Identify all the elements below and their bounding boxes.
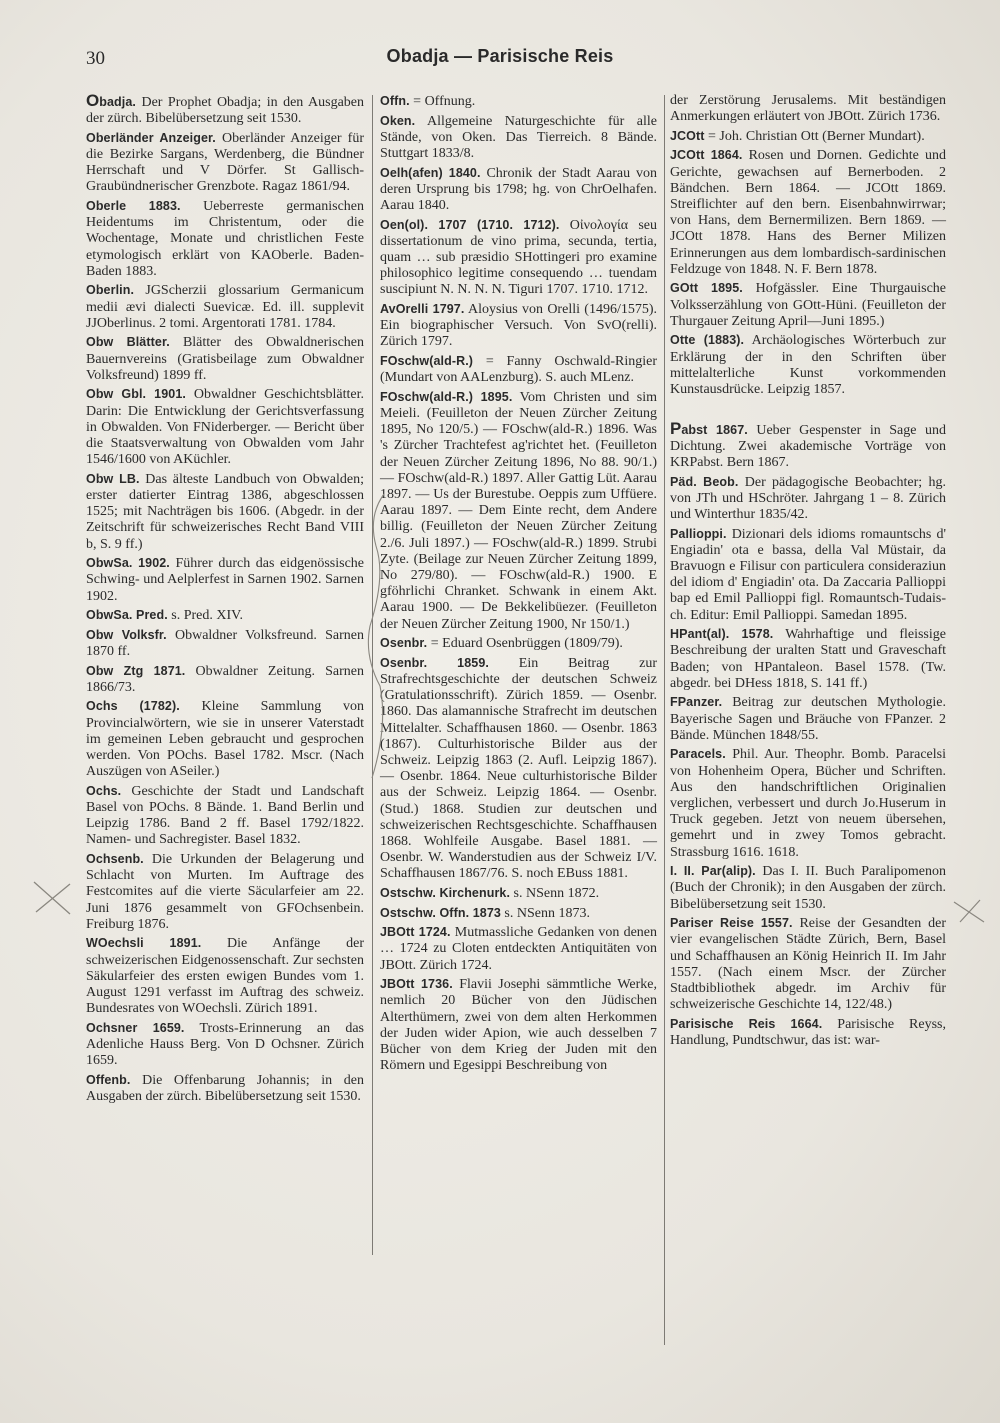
entry-key: Obw Gbl. 1901. — [86, 387, 186, 402]
entry-key: Parisische Reis 1664. — [670, 1016, 823, 1031]
entry-key: JCOtt — [670, 128, 705, 143]
dictionary-entry — [670, 915, 946, 1013]
entry-text: s. Pred. XIV. — [171, 608, 243, 624]
dictionary-entry — [380, 113, 657, 163]
entry-key: Ostschw. Offn. 1873 — [380, 905, 501, 920]
dictionary-entry — [380, 655, 657, 883]
entry-text: Chronik der Stadt Aarau von deren Ursprung bis 1798; hg. von ChrOelhafen. Aarau 1840. — [380, 165, 657, 213]
entry-key: Osenbr. 1859. — [380, 655, 489, 670]
column-divider — [664, 95, 665, 1345]
dictionary-entry — [380, 93, 657, 110]
entry-text: s. NSenn 1873. — [504, 905, 590, 921]
entry-key: Paracels. — [670, 747, 726, 762]
entry-key: Ochsner 1659. — [86, 1020, 185, 1035]
dictionary-entry — [86, 698, 364, 780]
section-gap — [670, 401, 946, 421]
dictionary-entry — [86, 607, 364, 624]
entry-key: I. II. Par(alip). — [670, 864, 756, 879]
entry-key: Pallioppi. — [670, 526, 727, 541]
entry-text: Oberländer Anzeiger für die Bezirke Sargans, Werdenberg, die Bündner Herrschaft und V Dörfer. St Gallisch-Graubündnerischer Grenzbote. Ragaz 1861/94. — [86, 130, 365, 195]
dictionary-entry — [86, 198, 364, 280]
dictionary-entry — [380, 217, 657, 299]
dictionary-entry — [86, 93, 364, 127]
dictionary-entry — [86, 627, 364, 660]
entry-key: Obw Volksfr. — [86, 627, 167, 642]
entry-text: Phil. Aur. Theophr. Bomb. Paracelsi von Hohenheim Opera, Bücher und Schriften. Aus den handschriftlichen Originalien verglichen, verbessert und durch Jo.Huserum in Truck gegeben. Jetzt von neuem übersehen, gemehrt und in zwey Tomos gebracht. Strassburg 1616. 1618. — [670, 747, 946, 860]
entry-initial: P — [670, 418, 682, 438]
dictionary-entry — [86, 334, 364, 384]
entry-key: GOtt 1895. — [670, 281, 743, 296]
entry-key: Osenbr. — [380, 636, 428, 651]
entry-text: s. NSenn 1872. — [513, 886, 600, 902]
dictionary-entry — [380, 165, 657, 215]
entry-key: Ochsenb. — [86, 852, 144, 867]
entry-text: Wahrhaftige und fleissige Beschreibung der uralten Statt und Graveschaft Baden; von HPantaleon. Basel 1578. (Tw. abgedr. bei DHess 1818, S. 141 ff.) — [670, 627, 946, 691]
entry-key: Ostschw. Kirchenurk. — [380, 886, 511, 901]
dictionary-entry — [670, 474, 946, 524]
entry-key: Pariser Reise 1557. — [670, 916, 793, 931]
entry-initial: O — [86, 91, 100, 110]
entry-key: Ochs (1782). — [86, 699, 180, 714]
dictionary-entry — [86, 1020, 364, 1070]
entry-key: FPanzer. — [670, 695, 723, 710]
entry-text: Hofgässler. Eine Thurgauische Volksserzählung von GOtt-Hüni. (Feuilleton der Thurgauer Zeitung April—Juni 1895.) — [670, 281, 946, 329]
dictionary-entry — [380, 885, 657, 902]
dictionary-entry — [670, 694, 946, 744]
entry-key: Obw Blätter. — [86, 335, 170, 350]
entry-key: Obw Ztg 1871. — [86, 663, 186, 678]
dictionary-entry — [380, 905, 657, 922]
entry-text: Οἰνολογία seu dissertationum de vino prima, secunda, tertia, quam … sub præsidio SHottingeri pro examine philosophico legitime consequendo … tuendam suscipiunt N. N. N. N. Tiguri 1707. 1710. 1712. — [380, 217, 658, 298]
column-middle — [380, 93, 657, 1077]
entry-text: Obwaldner Geschichtsblätter. Darin: Die Entwicklung der Gerichtsverfassung in Obwalden. Von FNiderberger. — Bericht über die Staatsverwaltung von Obwalden vom Jahr 1546/1600 von AKüchler. — [86, 387, 365, 468]
dictionary-entry — [380, 976, 657, 1074]
dictionary-entry — [86, 471, 364, 553]
entry-key: Offn. — [380, 94, 410, 108]
dictionary-entry — [86, 663, 364, 696]
page-number: 30 — [86, 48, 105, 69]
dictionary-entry — [670, 626, 946, 692]
dictionary-entry — [670, 863, 946, 913]
entry-text: Führer durch das eidgenössische Schwing- und Aelplerfest in Sarnen 1902. Sarnen 1902. — [86, 556, 365, 604]
dictionary-entry — [670, 526, 946, 624]
entry-key: FOschw(ald-R.) 1895. — [380, 389, 513, 404]
dictionary-entry — [380, 301, 657, 351]
entry-text: Ueberreste germanischen Heidentums im Christentum, oder die Wochentage, Monate und christlichen Feste etymologisch erklärt von KAOberle. Baden-Baden 1883. — [86, 199, 365, 279]
entry-text: JGScherzii glossarium Germanicum medii ævi dialecti Suevicæ. Ed. ill. supplevit JJOberlinus. 2 tomi. Argentorati 1781. 1784. — [86, 283, 365, 331]
entry-text: Das älteste Landbuch von Obwalden; erster datierter Eintrag 1386, abgeschlossen 1525; mit Nachträgen bis 1606. (Abgedr. in der Zeitschrift für schweizerisches Recht Band VIII b, S. 9 ff.) — [86, 471, 365, 552]
entry-text: Geschichte der Stadt und Landschaft Basel von POchs. 8 Bände. 1. Band Berlin und Leipzig 1786. Band 2 ff. Basel 1792/1822. Namen- und Sachregister. Basel 1832. — [86, 783, 364, 848]
dictionary-entry — [86, 130, 364, 196]
dictionary-entry — [86, 783, 364, 849]
column-left — [86, 93, 364, 1108]
entry-key: Oen(ol). 1707 (1710. 1712). — [380, 217, 560, 232]
entry-key: Otte (1883). — [670, 333, 745, 348]
entry-text: = Eduard Osenbrüggen (1809/79). — [430, 636, 623, 652]
dictionary-entry — [670, 128, 946, 145]
dictionary-entry — [380, 635, 657, 652]
entry-key: Oelh(afen) 1840. — [380, 165, 481, 180]
dictionary-entry — [670, 332, 946, 398]
entry-text: Archäologisches Wörterbuch zur Erklärung der in den Schriften über mittelalterliche Kunst vorkommenden Kunstausdrücke. Leipzig 1857. — [670, 333, 946, 398]
entry-key: ObwSa. Pred. — [86, 608, 168, 623]
dictionary-entry — [86, 1072, 364, 1105]
dictionary-entry — [380, 353, 657, 386]
entry-text: Flavii Josephi sämmtliche Werke, nemlich 20 Bücher von den Jüdischen Alterthümern, zwei von dem alten Herkommen der Juden wider Apion, wie auch desselben 7 Bücher von dem Krieg der Juden mit den Römern und Egesippi Beschreibung von — [380, 977, 658, 1074]
dictionary-entry — [670, 280, 946, 330]
entry-text: Ueber Gespenster in Sage und Dichtung. Zwei akademische Vorträge von KRPabst. Bern 1867. — [670, 422, 946, 471]
entry-key: Oberlin. — [86, 283, 135, 298]
entry-text: Rosen und Dornen. Gedichte und Gerichte, gewachsen auf Bernerboden. 2 Bändchen. Bern 1864. — JCOtt 1869. Streiflichter auf den bern. Eisenbahnwirrwar; von Hans, dem Bernermilizen. Bern 1869. — JCOtt 1878. Hans des Berner Milizen Erinnerungen aus dem lombardisch-sardinischen Feldzuge von 1848. N. F. Bern 1878. — [670, 148, 946, 277]
entry-text: Allgemeine Naturgeschichte für alle Stände, von Oken. Das Tierreich. 8 Bände. Stuttgart 1833/8. — [380, 113, 657, 161]
entry-key: HPant(al). 1578. — [670, 627, 774, 642]
entry-text: Mutmassliche Gedanken von denen … 1724 zu Cloten entdeckten Antiquitäten von JBOtt. Zürich 1724. — [380, 925, 657, 973]
entry-text: Blätter des Obwaldnerischen Bauernvereins (Gratisbeilage zum Obwaldner Volksfreund) 1899 ff. — [86, 335, 364, 383]
entry-text: Vom Christen und sim Meieli. (Feuilleton der Neuen Zürcher Zeitung 1895, No 120/5.) — FOschw(ald-R.) 1896. Was 's Zürcher Trachtefest ag'richtet het. (Feuilleton der Neuen Zürcher Zeitung 1896, No 88. 90/1.) — FOschw(ald-R.) 1897. Aller Gattig Lüt. Aarau 1897. — Us der Burestube. Oeppis zum Uffüere. Aarau 1897. — Dem Einte recht, dem Andere billig. (Feuilleton der Neuen Zürcher Zeitung 2./6. Juli 1897.) — FOschw(ald-R.) 1899. Strubi Zyte. (Beilage zur Neuen Zürcher Zeitung 1899, No 279/80). — FOschw(ald-R.) 1900. E gföhrlichi Chranket. Schwank in einem Akt. Aarau 1900. — De Bekkelibüezer. (Feuilleton der Neuen Zürcher Zeitung 1900, Nr 150/1.) — [380, 389, 657, 632]
dictionary-entry — [670, 746, 946, 860]
entry-key: badja. — [99, 95, 136, 109]
dictionary-entry — [86, 282, 364, 332]
entry-text: Beitrag zur deutschen Mythologie. Bayerische Sagen und Bräuche von FPanzer. 2 Bände. München 1848/55. — [670, 695, 946, 743]
entry-key: Offenb. — [86, 1072, 131, 1087]
entry-key: Päd. Beob. — [670, 474, 739, 489]
dictionary-entry — [86, 935, 364, 1017]
entry-text: = Offnung. — [413, 94, 476, 109]
entry-text: = Fanny Oschwald-Ringier (Mundart von AALenzburg). S. auch MLenz. — [380, 354, 657, 386]
entry-text: Trosts-Erinnerung an das Adenliche Hauss Berg. Von D Ochsner. Zürich 1659. — [86, 1020, 364, 1069]
dictionary-entry — [380, 924, 657, 974]
entry-text: Aloysius von Orelli (1496/1575). Ein biographischer Versuch. Von SvO(relli). Zürich 1797. — [380, 302, 657, 350]
entry-text: = Joh. Christian Ott (Berner Mundart). — [708, 128, 925, 144]
dictionary-entry — [670, 418, 946, 472]
entry-key: JCOtt 1864. — [670, 148, 743, 163]
running-head: Obadja — Parisische Reis — [386, 46, 614, 66]
column-right — [670, 93, 946, 1052]
dictionary-entry — [380, 389, 657, 633]
entry-key: Ochs. — [86, 783, 122, 798]
pencil-cross-mark — [950, 896, 990, 926]
entry-key: JBOtt 1724. — [380, 925, 451, 940]
entry-key: abst 1867. — [681, 422, 748, 437]
column-divider — [372, 95, 373, 1255]
entry-text: Kleine Sammlung von Provincialwörtern, wie sie in unserer Vaterstadt im gemeinen Leben gebraucht und gesprochen werden. Von POchs. Basel 1782. Mscr. (Nach Auszügen von ASeiler.) — [86, 699, 364, 780]
entry-key: FOschw(ald-R.) — [380, 354, 474, 368]
entry-key: Oken. — [380, 113, 416, 128]
entry-text: Obwaldner Zeitung. Sarnen 1866/73. — [86, 663, 364, 695]
entry-text: Der pädagogische Beobachter; hg. von JTh und HSchröter. Jahrgang 1 – 8. Zürich und Winterthur 1835/42. — [670, 474, 947, 523]
entry-text: Parisische Reyss, Handlung, Pundtschwur, das ist: war- — [670, 1016, 946, 1049]
dictionary-entry — [670, 93, 946, 125]
dictionary-entry — [86, 386, 364, 468]
entry-text: Obwaldner Volksfreund. Sarnen 1870 ff. — [86, 627, 364, 660]
entry-text: Die Anfänge der schweizerischen Eidgenossenschaft. Zur sechsten Säkularfeier des ersten ewigen Bundes vom 1. August 1291 verfasst im Auftrag des schweiz. Bundesrates von WOechsli. Zürich 1891. — [86, 936, 364, 1017]
entry-text: Die Offenbarung Johannis; in den Ausgaben der zürch. Bibelübersetzung seit 1530. — [86, 1072, 365, 1105]
entry-key: Obw LB. — [86, 471, 140, 486]
entry-key: Oberle 1883. — [86, 199, 181, 213]
pencil-cross-mark — [30, 878, 76, 918]
entry-key: Oberländer Anzeiger. — [86, 130, 216, 145]
entry-text: Der Prophet Obadja; in den Ausgaben der zürch. Bibelübersetzung seit 1530. — [86, 95, 364, 127]
entry-text: Reise der Gesandten der vier evangelischen Städte Zürich, Bern, Basel und Schaffhausen an König Heinrich II. Im Jahr 1557. (Nach einem Mscr. der Zürcher Stadtbibliothek abgedr. im Archiv für schweizerische Geschichte 14, 122/48.) — [670, 916, 946, 1013]
dictionary-entry — [86, 555, 364, 605]
entry-text: Das I. II. Buch Paralipomenon (Buch der Chronik); in den Ausgaben der zürch. Bibelübersetzung seit 1530. — [670, 864, 947, 912]
dictionary-entry — [670, 1016, 946, 1049]
entry-key: JBOtt 1736. — [380, 977, 453, 992]
entry-text: der Zerstörung Jerusalems. Mit beständigen Anmerkungen erläutert von JBOtt. Zürich 1736. — [670, 93, 946, 125]
entry-key: WOechsli 1891. — [86, 936, 202, 951]
entry-key: AvOrelli 1797. — [380, 302, 465, 316]
entry-text: Die Urkunden der Belagerung und Schlacht von Murten. Im Auftrage des Festcomites auf die vierte Säcularfeier am 22. Juni 1876 gesammelt von GFOchsenbein. Freiburg 1876. — [86, 852, 364, 932]
entry-text: Dizionari dels idioms romauntschs d' Engiadin' ota e bassa, della Val Müstair, da Bravuogn e Filisur con particulera consideraziun del idiom d' Engiadin' ota. Da Zaccaria Pallioppi bap ed Emil Pallioppi figl. Romauntsch-Tudais-ch. Editur: Emil Pallioppi. Samedan 1895. — [670, 526, 947, 623]
entry-text: Ein Beitrag zur Strafrechtsgeschichte der deutschen Schweiz (Gratulationsschrift). Zürich 1859. — Osenbr. 1860. Das alamannische Strafrecht im deutschen Mittelalter. Schaffhausen 1860. — Osenbr. 1863 (1867). Culturhistorische Bilder aus der Schweiz. Leipzig 1863 (2. Aufl. Leipzig 1867). — Osenbr. 1864. Neue culturhistorische Bilder aus der Schweiz. Leipzig 1864. — Osenbr. (Stud.) 1868. Studien zur deutschen und schweizerischen Rechtsgeschichte. Schaffhausen 1868. Wohlfeile Ausgabe. Basel 1881. — Osenbr. W. Wanderstudien aus der Schweiz I/V. Schaffhausen 1867/76. S. noch EBuss 1881. — [380, 655, 658, 882]
entry-key: ObwSa. 1902. — [86, 556, 170, 571]
dictionary-entry — [670, 147, 946, 278]
dictionary-entry — [86, 851, 364, 933]
